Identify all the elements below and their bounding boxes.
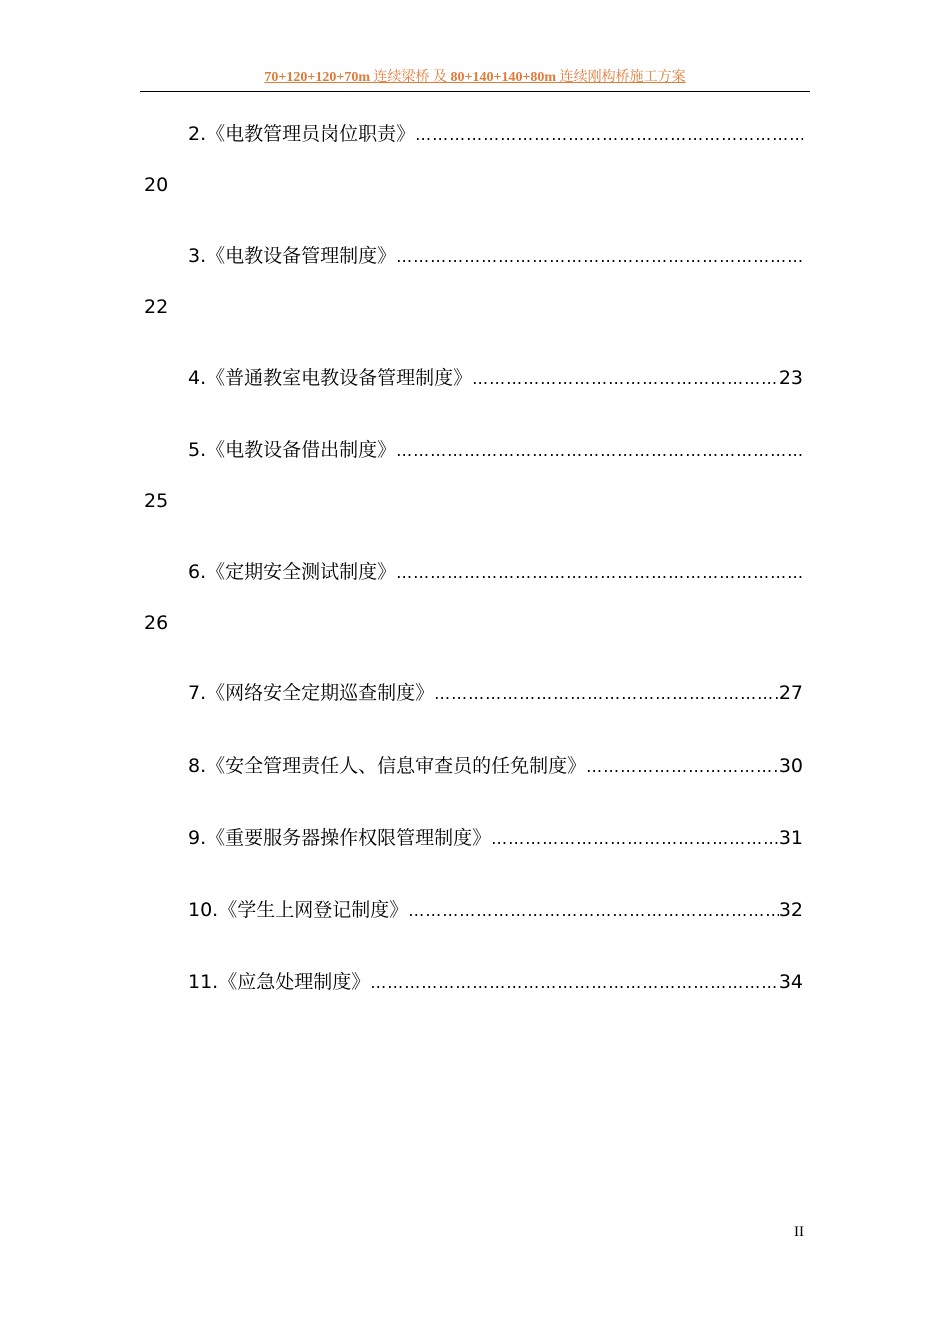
toc-dot-leader: [396, 242, 803, 272]
toc-entry-title: 《网络安全定期巡查制度》: [206, 682, 435, 704]
toc-entry-page: 26: [144, 612, 169, 634]
header-text-2: 连续刚构桥施工方案: [556, 70, 686, 85]
toc-entry-number: 9.: [188, 827, 207, 849]
toc-entry-title: 《应急处理制度》: [218, 971, 371, 993]
toc-entry-number: 11.: [188, 971, 219, 993]
toc-entry-number: 3.: [188, 245, 207, 267]
toc-entry[interactable]: [188, 895, 803, 925]
toc-entry-number: 6.: [188, 561, 207, 583]
toc-entry[interactable]: [188, 678, 803, 708]
toc-entry-page: 27: [778, 682, 803, 704]
toc-entry-page: 23: [778, 367, 803, 389]
toc-entry-page: 20: [144, 174, 169, 196]
toc-dot-leader: [491, 824, 779, 854]
toc-entry-page: 30: [778, 755, 803, 777]
toc-entry[interactable]: [188, 751, 803, 781]
toc-entry-title: 《电教设备管理制度》: [206, 245, 397, 267]
toc-entry-number: 2.: [188, 123, 207, 145]
toc-entry-number: 4.: [188, 367, 207, 389]
toc-dot-leader: [586, 752, 779, 782]
header-text-1: 连续梁桥 及: [370, 70, 451, 85]
toc-entry-page: 22: [144, 296, 169, 318]
toc-entry[interactable]: [188, 119, 803, 149]
toc-entry[interactable]: [188, 241, 803, 271]
toc-entry[interactable]: [188, 967, 803, 997]
toc-dot-leader: [415, 120, 803, 150]
toc-entry-number: 8.: [188, 755, 207, 777]
toc-dot-leader: [472, 364, 779, 394]
header-span-1: 70+120+120+70m: [264, 70, 370, 85]
toc-dot-leader: [408, 896, 779, 926]
toc-dot-leader: [396, 436, 803, 466]
toc-entry[interactable]: [188, 823, 803, 853]
toc-entry[interactable]: [188, 435, 803, 465]
toc-entry-title: 《学生上网登记制度》: [218, 899, 409, 921]
toc-entry[interactable]: [188, 363, 803, 393]
toc-dot-leader: [370, 968, 779, 998]
toc-entry-title: 《电教设备借出制度》: [206, 439, 397, 461]
toc-entry-title: 《普通教室电教设备管理制度》: [206, 367, 473, 389]
toc-entry-title: 《定期安全测试制度》: [206, 561, 397, 583]
toc-entry-number: 7.: [188, 682, 207, 704]
toc-entry-page: 25: [144, 490, 169, 512]
toc-entry-number: 5.: [188, 439, 207, 461]
toc-dot-leader: [434, 679, 779, 709]
header-span-2: 80+140+140+80m: [450, 70, 557, 85]
toc-entry-title: 《电教管理员岗位职责》: [206, 123, 416, 145]
toc-entry-number: 10.: [188, 899, 219, 921]
page-number: II: [794, 1224, 804, 1240]
toc-entry-page: 32: [778, 899, 803, 921]
toc-entry[interactable]: [188, 557, 803, 587]
toc-entry-title: 《重要服务器操作权限管理制度》: [206, 827, 492, 849]
toc-entry-page: 31: [778, 827, 803, 849]
toc-entry-page: 34: [778, 971, 803, 993]
toc-dot-leader: [396, 558, 803, 588]
toc-entry-title: 《安全管理责任人、信息审查员的任免制度》: [206, 755, 587, 777]
